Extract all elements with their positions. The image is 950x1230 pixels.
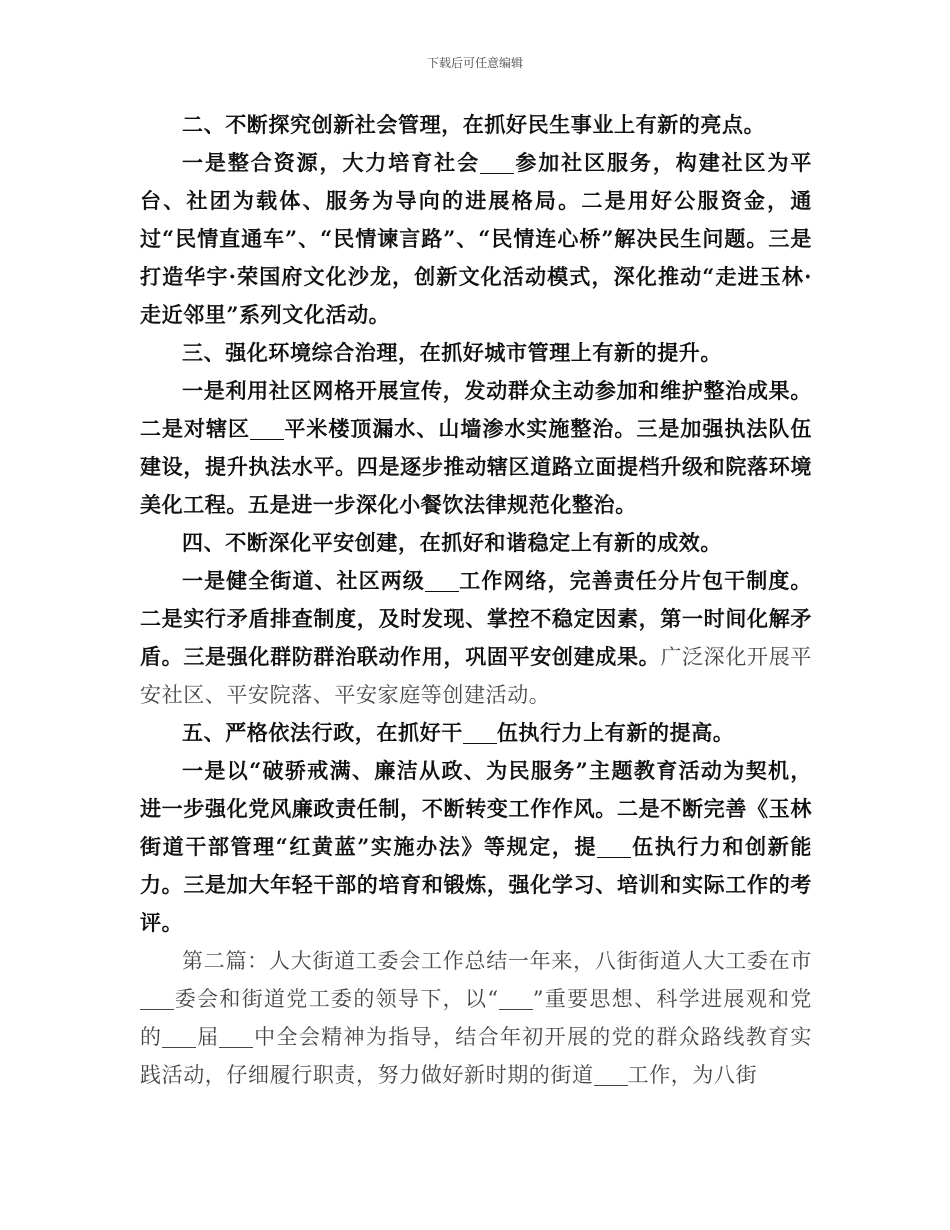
blank-underline [250, 418, 284, 440]
document-body [140, 106, 812, 1094]
blank-underline [219, 1026, 253, 1048]
paragraph-3-body: 一是利用社区网格开展宣传，发动群众主动参加和维护整治成果。二是对辖区 平米楼顶漏水、山墙渗水实施整治。三是加强执法队伍建设，提升执法水平。四是逐步推动辖区道路立面提档升级和院落环境美化工程。五是进一步深化小餐饮法律规范化整治。 [140, 378, 812, 517]
blank-underline [140, 988, 174, 1010]
section-heading-4: 四、不断深化平安创建，在抓好和谐稳定上有新的成效。 [182, 530, 722, 555]
section-heading-2: 二、不断探究创新社会管理，在抓好民生事业上有新的亮点。 [182, 112, 766, 137]
blank-underline [463, 722, 497, 744]
paragraph-2-body: 一是整合资源，大力培育社会 参加社区服务，构建社区为平台、社团为载体、服务为导向的进展格局。二是用好公服资金，通过“民情直通车”、“民情谏言路”、“民情连心桥”解决民生问题。三是打造华宇·荣国府文化沙龙，创新文化活动模式，深化推动“走进玉林·走近邻里”系列文化活动。 [140, 150, 812, 327]
paragraph-4-body: 一是健全街道、社区两级 工作网络，完善责任分片包干制度。二是实行矛盾排查制度，及时发现、掌控不稳定因素，第一时间化解矛盾。三是强化群防群治联动作用，巩固平安创建成果。广泛深化开展平安社区、平安院落、平安家庭等创建活动。 [140, 568, 812, 707]
blank-underline [162, 1026, 196, 1048]
section-heading-3: 三、强化环境综合治理，在抓好城市管理上有新的提升。 [182, 340, 722, 365]
paragraph-5-body: 一是以“破骄戒满、廉洁从政、为民服务”主题教育活动为契机，进一步强化党风廉政责任制，不断转变工作作风。二是不断完善《玉林街道干部管理“红黄蓝”实施办法》等规定，提 伍执行力和创新能力。三是加大年轻干部的培育和锻炼，强化学习、培训和实际工作的考评。 [140, 758, 812, 935]
blank-underline [425, 570, 459, 592]
blank-underline [594, 1064, 628, 1086]
paragraph-4-tail: 广泛深化开展平安社区、平安院落、平安家庭等创建活动。 [140, 645, 812, 707]
chapter-two-intro: 第二篇：人大街道工委会工作总结一年来，八街街道人大工委在市委会和街道党工委的领导下，以“ ”重要思想、科学进展观和党的 届 中全会精神为指导，结合年初开展的党的群众路线教育实践活动，仔细履行职责，努力做好新时期的街道 工作，为八街 [140, 949, 812, 1087]
section-heading-5: 五、严格依法行政，在抓好干 伍执行力上有新的提高。 [182, 720, 735, 745]
blank-underline [480, 152, 514, 174]
blank-underline [597, 836, 631, 858]
page-header: 下载后可任意编辑 [426, 56, 523, 70]
blank-underline [499, 988, 533, 1010]
